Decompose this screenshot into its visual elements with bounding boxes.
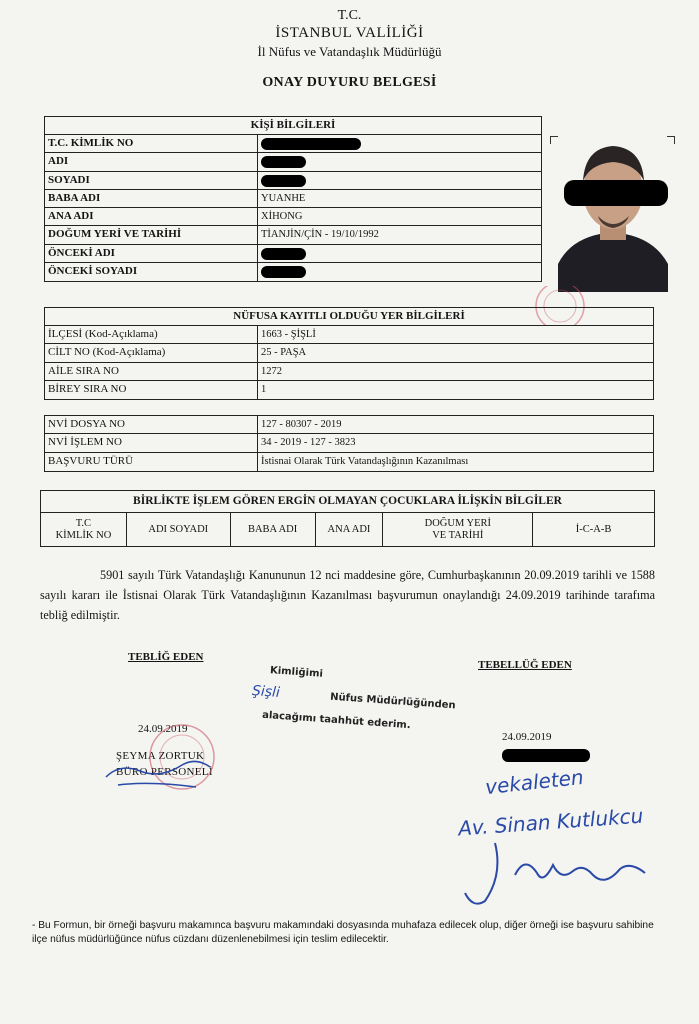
personal-info-row (45, 135, 541, 153)
signature-vekaleten: vekaleten (484, 764, 585, 800)
personal-info-value: TİANJİN/ÇİN - 19/10/1992 (261, 229, 379, 241)
personal-info-label: ADI (45, 153, 258, 170)
registry-value: 1272 (261, 365, 282, 377)
children-column-header: ANA ADI (316, 513, 384, 547)
application-label: NVİ İŞLEM NO (45, 434, 258, 451)
notifier-role: BÜRO PERSONELİ (116, 766, 213, 778)
personal-info-value (258, 153, 541, 170)
children-column-header: İ-C-A-B (575, 524, 612, 535)
header-tc: T.C. (337, 8, 362, 23)
registry-value: 25 - PAŞA (261, 347, 307, 359)
personal-info-row (45, 153, 541, 171)
registry-label: AİLE SIRA NO (45, 363, 258, 380)
children-column-header: ADI SOYADI (127, 513, 231, 547)
application-value: İstisnai Olarak Türk Vatandaşlığının Kazanılması (261, 455, 469, 467)
personal-info-caption: KİŞİ BİLGİLERİ (45, 117, 541, 135)
application-label: BAŞVURU TÜRÜ (45, 453, 258, 471)
photo-corner-mark (550, 136, 558, 144)
recipient-label: TEBELLÜĞ EDEN (478, 659, 572, 671)
applicant-photo (550, 136, 675, 292)
official-stamp-and-signature (100, 715, 230, 805)
stamp-line-taahhut: alacağımı taahhüt ederim. (261, 709, 411, 732)
personal-info-value (258, 172, 541, 189)
personal-info-value (258, 135, 541, 152)
registry-label: BİREY SIRA NO (45, 381, 258, 399)
application-row (45, 434, 653, 452)
children-column-header: T.C KİMLİK NO (41, 513, 127, 547)
personal-info-label: ÖNCEKİ SOYADI (45, 263, 258, 281)
registry-value: 1 (261, 383, 267, 395)
handwritten-city: Şişli (251, 683, 281, 701)
application-row (45, 416, 653, 434)
personal-info-label: ÖNCEKİ ADI (45, 245, 258, 262)
children-table (40, 490, 655, 547)
registry-row (45, 326, 653, 344)
application-table (44, 415, 654, 472)
registry-row (45, 344, 653, 362)
personal-info-label: DOĞUM YERİ VE TARİHİ (45, 226, 258, 243)
footnote: - Bu Formun, bir örneği başvuru makamınca başvuru makamındaki dosyasında muhafaza edilecek olup, diğer örneği ise başvuru sahibine ilçe nüfus müdürlüğünce nüfus cüzdanı düzenlenebilmesi için teslim edilecektir. (32, 920, 654, 945)
personal-info-row (45, 172, 541, 190)
redaction-mark (261, 138, 361, 150)
photo-corner-mark (667, 136, 675, 144)
application-row (45, 453, 653, 471)
personal-info-value: YUANHE (261, 192, 306, 204)
stamp-line-kimligimi: Kimliğimi (269, 665, 324, 680)
children-column-header: BABA ADI (231, 513, 316, 547)
application-label: NVİ DOSYA NO (45, 416, 258, 433)
redaction-mark (261, 156, 306, 168)
redaction-mark (261, 248, 306, 260)
children-caption: BİRLİKTE İŞLEM GÖREN ERGİN OLMAYAN ÇOCUKLARA İLİŞKİN BİLGİLER (41, 491, 654, 513)
redacted-recipient-name (502, 749, 590, 762)
personal-info-label: T.C. KİMLİK NO (45, 135, 258, 152)
notifier-date: 24.09.2019 (138, 723, 188, 735)
registry-value: 1663 - ŞİŞLİ (261, 329, 316, 340)
header-governorship: İSTANBUL VALİLİĞİ (275, 25, 424, 41)
registry-row (45, 381, 653, 399)
registry-label: İLÇESİ (Kod-Açıklama) (45, 326, 258, 343)
signature-lawyer-name: Av. Sinan Kutlukcu (457, 803, 645, 841)
application-value: 34 - 2019 - 127 - 3823 (261, 437, 356, 449)
personal-info-row (45, 263, 541, 281)
registry-caption: NÜFUSA KAYITLI OLDUĞU YER BİLGİLERİ (45, 308, 653, 326)
redaction-mark (261, 175, 306, 187)
notifier-name: ŞEYMA ZORTUK (116, 750, 205, 762)
personal-info-value (258, 263, 541, 281)
personal-info-label: ANA ADI (45, 208, 258, 225)
document-title: ONAY DUYURU BELGESİ (262, 75, 437, 90)
personal-info-label: SOYADI (45, 172, 258, 189)
personal-info-row (45, 208, 541, 226)
children-column-header: DOĞUM YERİ VE TARİHİ (383, 513, 533, 547)
personal-info-label: BABA ADI (45, 190, 258, 207)
body-paragraph: 5901 sayılı Türk Vatandaşlığı Kanununun 12 nci maddesine göre, Cumhurbaşkanının 20.09.2019 tarihli ve 1588 sayılı kararı ile İstisnai Olarak Türk Vatandaşlığının Kazanılması başvurumun onaylandığı 24.09.2019 tarihinde tarafıma tebliğ edilmiştir. (40, 568, 655, 622)
application-value: 127 - 80307 - 2019 (261, 419, 342, 430)
handwritten-signature (455, 835, 655, 910)
personal-info-value (258, 245, 541, 262)
registry-row (45, 363, 653, 381)
header-directorate: İl Nüfus ve Vatandaşlık Müdürlüğü (257, 44, 442, 59)
personal-info-table (44, 116, 542, 282)
personal-info-row (45, 190, 541, 208)
registry-label: CİLT NO (Kod-Açıklama) (45, 344, 258, 361)
registry-table (44, 307, 654, 400)
redaction-mark (261, 266, 306, 278)
notifier-label: TEBLİĞ EDEN (128, 651, 204, 663)
stamp-line-nufus: Nüfus Müdürlüğünden (329, 691, 456, 712)
personal-info-row (45, 245, 541, 263)
recipient-date: 24.09.2019 (502, 731, 552, 743)
personal-info-row (45, 226, 541, 244)
personal-info-value: XİHONG (261, 211, 303, 223)
